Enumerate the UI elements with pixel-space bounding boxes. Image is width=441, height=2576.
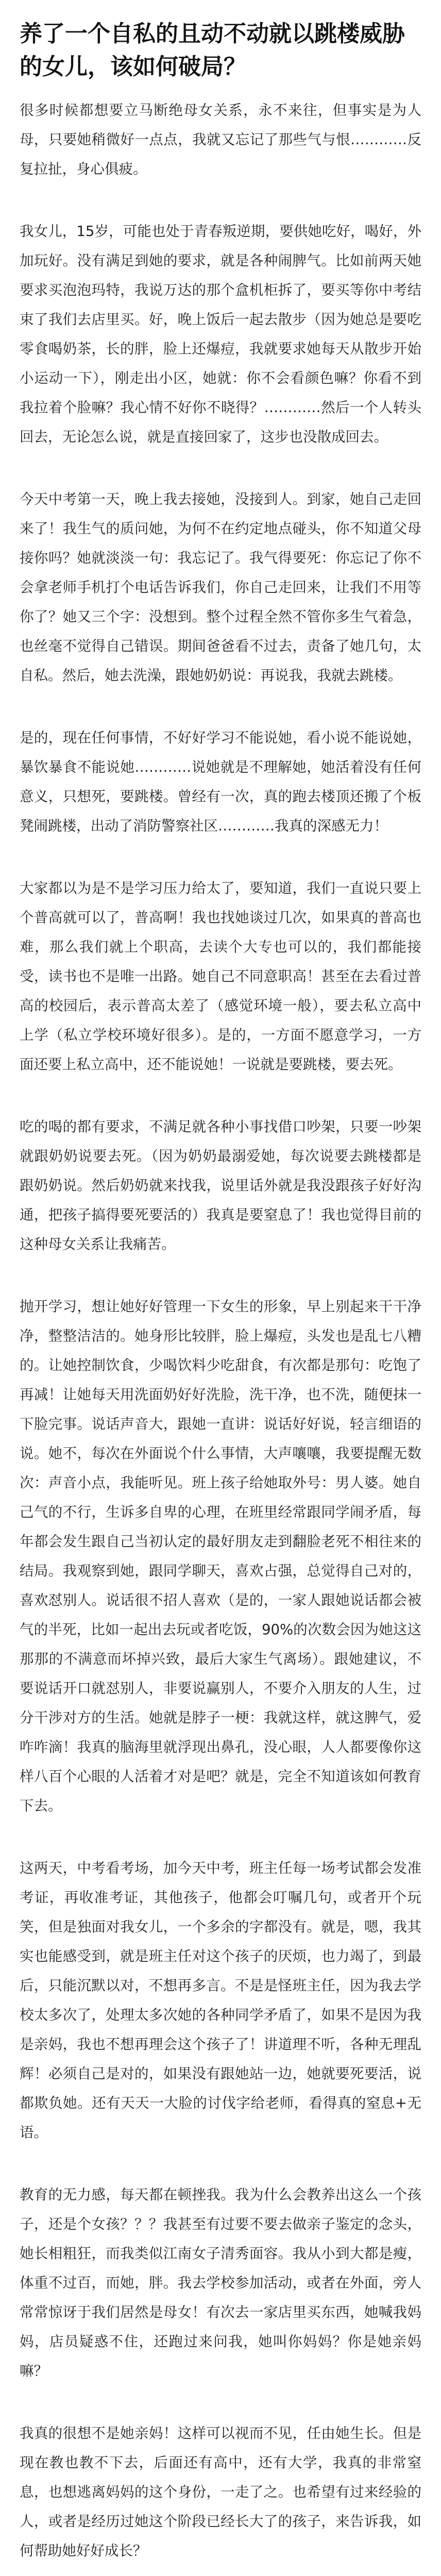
answer-body: [20, 96, 421, 2576]
question-title: 养了一个自私的且动不动就以跳楼威胁的女儿，该如何破局？: [20, 21, 405, 80]
answer-paragraph: 教育的无力感，每天都在顿挫我。我为什么会教养出这么一个孩子，还是个女孩？？？我甚至有过要不要去做亲子鉴定的念头，她长相粗狂，而我类似江南女子清秀面容。我从小到大都是瘦，体重不过百，而她，胖。我去学校参加活动，或者在外面，旁人常常惊讶于我们居然是母女！有次去一家店里买东西，她喊我妈妈，店员疑惑不住，还跑过来问我，她叫你妈妈？你是她亲妈嘛？: [20, 2187, 421, 2379]
answer-paragraph: 吃的喝的都有要求，不满足就各种小事找借口吵架，只要一吵架就跟奶奶说要去死。（因为奶奶最溺爱她，每次说要去跳楼都是跟奶奶说。然后奶奶就来找我，说里话外就是我没跟孩子好好沟通，把孩子搞得要死要活的）我真是要窒息了！我也觉得目前的这种母女关系让我痛苦。: [20, 1118, 421, 1252]
answer-paragraph: 这两天，中考看考场，加今天中考，班主任每一场考试都会发准考证，再收准考证，其他孩子，他都会叮嘱几句，或者开个玩笑，但是独面对我女儿，一个多余的字都没有。就是，嗯，我其实也能感受到，就是班主任对这个孩子的厌烦，也力竭了，到最后，只能沉默以对，不想再多言。不是是怪班主任，因为我去学校太多次了，处理太多次她的各种同学矛盾了，如果不是因为我是亲妈，我也不想再理会这个孩子了！讲道理不听，各种无理乱辉！必须自己是对的，如果没有跟她站一边，她就要死要活，说都欺负她。还有天天一大脸的讨伐字给老师，看得真的窒息+无语。: [20, 1860, 421, 2141]
answer-paragraph: 是的，现在任何事情，不好好学习不能说她，看小说不能说她，暴饮暴食不能说她…………说她就是不理解她，她活着没有任何意义，只想死，要跳楼。曾经有一次，真的跑去楼顶还搬了个板凳闹跳楼，出动了消防警察社区…………我真的深感无力！: [20, 730, 421, 834]
answer-paragraph: 我真的很想不是她亲妈！这样可以视而不见，任由她生长。但是现在教也教不下去，后面还有高中，还有大学，我真的非常窒息，也想逃离妈妈的这个身份，一走了之。也希望有过来经验的人，或者是经历过她这个阶段已经长大了的孩子，来告诉我，如何帮助她好好成长？: [20, 2425, 421, 2559]
answer-paragraph: 今天中考第一天，晚上我去接她，没接到人。到家，她自己走回来了！我生气的质问她，为何不在约定地点碰头，你不知道父母接你吗？她就淡淡一句：我忘记了。我气得要死：你忘记了你不会拿老师手机打个电话告诉我们，你自己走回来，让我们不用等你了？她又三个字：没想到。整个过程全然不管你多生气着急，也丝毫不觉得自己错误。期间爸爸看不过去，责备了她几句，太自私。然后，她去洗澡，跟她奶奶说：再说我，我就去跳楼。: [20, 491, 421, 684]
answer-paragraph: 我女儿，15岁，可能也处于青春叛逆期，要供她吃好，喝好，外加玩好。没有满足到她的要求，就是各种闹脾气。比如前两天她要求买泡泡玛特，我说万达的那个盒机柜拆了，要买等你中考结束了我们去店里买。好，晚上饭后一起去散步（因为她总是要吃零食喝奶茶，长的胖，脸上还爆痘，我就要求她每天从散步开始小运动一下），刚走出小区，她就：你不会看颜色嘛？你看不到我拉着个脸嘛？我心情不好你不晓得？…………然后一个人转头回去，无论怎么说，就是直接回家了，这步也没散成回去。: [20, 223, 421, 445]
answer-paragraph: 很多时候都想要立马断绝母女关系，永不来往，但事实是为人母，只要她稍微好一点点，我就又忘记了那些气与恨…………反复拉扯，身心俱疲。: [20, 102, 421, 177]
answer-paragraph: 抛开学习，想让她好好管理一下女生的形象，早上别起来干干净净，整整洁洁的。她身形比较胖，脸上爆痘，头发也是乱七八糟的。让她控制饮食，少喝饮料少吃甜食，有次都是那句：吃饱了再减！让她每天用洗面奶好好洗脸，洗干净，也不洗，随便抹一下脸完事。说话声音大，跟她一直讲：说话好好说，轻言细语的说。她不，每次在外面说个什么事情，大声嚷嚷，我要提醒无数次：声音小点，我能听见。班上孩子给她取外号：男人婆。她自己气的不行，生诉多自卑的心理，在班里经常跟同学闹矛盾，每年都会发生跟自己当初认定的最好朋友走到翻脸老死不相往来的结局。我观察到她，跟同学聊天，喜欢占强，总觉得自己对的，喜欢怼别人。说话很不招人喜欢（是的，一家人跟她说话都会被气的半死，比如一起出去玩或者吃饭，90%的次数会因为她这这那那的不满意而坏掉兴致，最后大家生气离场）。跟她建议，不要说话开口就怼别人，非要说赢别人，不要介入朋友的人生，过分干涉对方的生活。她就是脖子一梗：我就这样，就这脾气，爱咋咋滴！我真的脑海里就浮现出鼻孔，没心眼，人人都要像你这样八百个心眼的人活着才对是吧？就是，完全不知道该如何教育下去。: [20, 1298, 421, 1814]
answer-paragraph: 大家都以为是不是学习压力给太了，要知道，我们一直说只要上个普高就可以了，普高啊！我也找她谈过几次，如果真的普高也难，那么我们就上个职高，去读个大专也可以的，我们都能接受，读书也不是唯一出路。她自己不同意职高！甚至在去看过普高的校园后，表示普高太差了（感觉环境一般），要去私立高中上学（私立学校环境好很多）。是的，一方面不愿意学习，一方面还要上私立高中，还不能说她！一说就是要跳楼，要去死。: [20, 880, 421, 1073]
